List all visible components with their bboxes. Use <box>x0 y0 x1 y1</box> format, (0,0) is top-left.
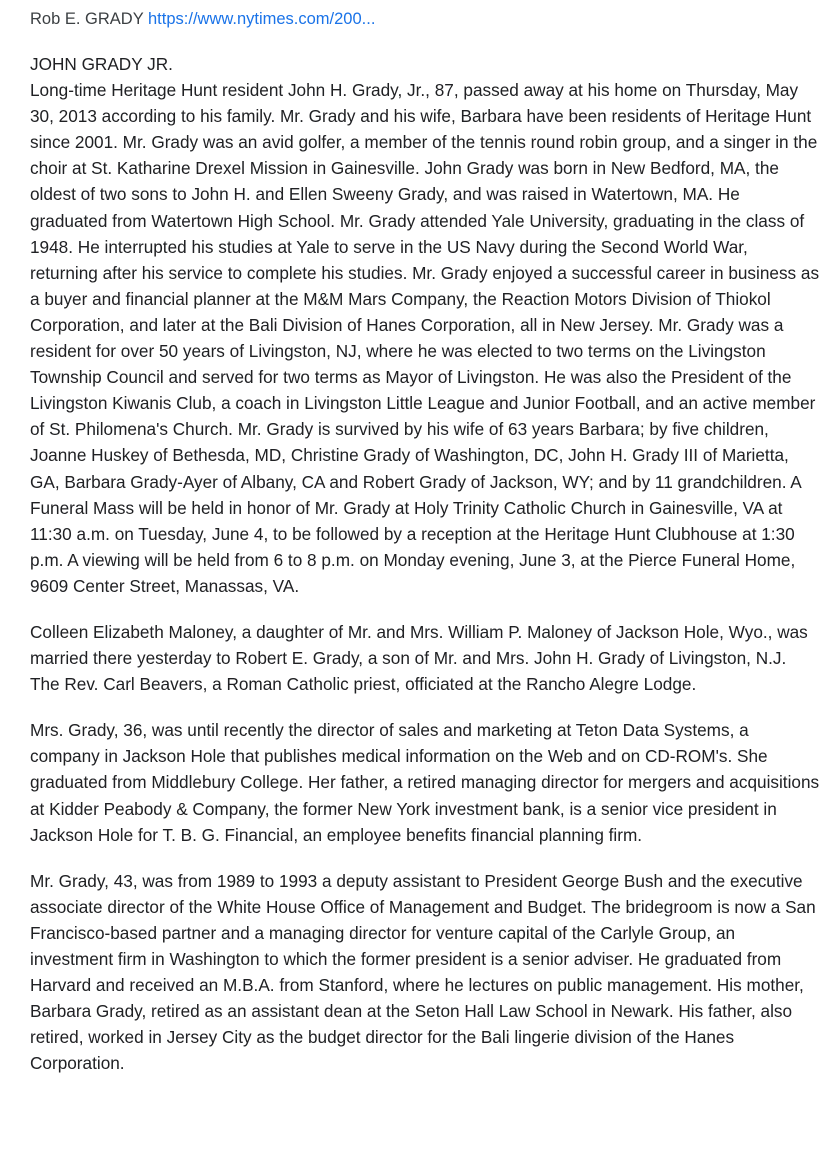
obituary-text: Long-time Heritage Hunt resident John H. Grady, Jr., 87, passed away at his home on Thursday, May 30, 2013 according to his family. Mr. Grady and his wife, Barbara have been residents of Heritage Hunt since 2001. Mr. Grady was an avid golfer, a member of the tennis round robin group, and a singer in the choir at St. Katharine Drexel Mission in Gainesville. John Grady was born in New Bedford, MA, the oldest of two sons to John H. and Ellen Sweeny Grady, and was raised in Watertown, MA. He graduated from Watertown High School. Mr. Grady attended Yale University, graduating in the class of 1948. He interrupted his studies at Yale to serve in the US Navy during the Second World War, returning after his service to complete his studies. Mr. Grady enjoyed a successful career in business as a buyer and financial planner at the M&M Mars Company, the Reaction Motors Division of Thiokol Corporation, and later at the Bali Division of Hanes Corporation, all in New Jersey. Mr. Grady was a resident for over 50 years of Livingston, NJ, where he was elected to two terms on the Livingston Township Council and served for two terms as Mayor of Livingston. He was also the President of the Livingston Kiwanis Club, a coach in Livingston Little League and Junior Football, and an active member of St. Philomena's Church. Mr. Grady is survived by his wife of 63 years Barbara; by five children, Joanne Huskey of Bethesda, MD, Christine Grady of Washington, DC, John H. Grady III of Marietta, GA, Barbara Grady-Ayer of Albany, CA and Robert Grady of Jackson, WY; and by 11 grandchildren. A Funeral Mass will be held in honor of Mr. Grady at Holy Trinity Catholic Church in Gainesville, VA at 11:30 a.m. on Tuesday, June 4, to be followed by a reception at the Heritage Hunt Clubhouse at 1:30 p.m. A viewing will be held from 6 to 8 p.m. on Monday evening, June 3, at the Pierce Funeral Home, 9609 Center Street, Manassas, VA. <box>30 80 820 596</box>
wedding-paragraph: Colleen Elizabeth Maloney, a daughter of Mr. and Mrs. William P. Maloney of Jackson Hole, Wyo., was married there yesterday to Robert E. Grady, a son of Mr. and Mrs. John H. Grady of Livingston, N.J. The Rev. Carl Beavers, a Roman Catholic priest, officiated at the Rancho Alegre Lodge. <box>30 621 808 695</box>
bride-paragraph: Mrs. Grady, 36, was until recently the director of sales and marketing at Teton Data Systems, a company in Jackson Hole that publishes medical information on the Web and on CD-ROM's. She graduated from Middlebury College. Her father, a retired managing director for mergers and acquisitions at Kidder Peabody & Company, the former New York investment bank, is a senior vice president in Jackson Hole for T. B. G. Financial, an employee benefits financial planning firm. <box>30 720 820 845</box>
obituary-title: JOHN GRADY JR. <box>30 54 173 74</box>
author-name: Rob E. GRADY <box>30 10 144 28</box>
post-header <box>30 7 820 31</box>
obituary-paragraph <box>30 51 820 599</box>
source-link[interactable]: https://www.nytimes.com/200... <box>148 10 376 28</box>
groom-paragraph: Mr. Grady, 43, was from 1989 to 1993 a deputy assistant to President George Bush and the executive associate director of the White House Office of Management and Budget. The bridegroom is now a San Francisco-based partner and a managing director for venture capital of the Carlyle Group, an investment firm in Washington to which the former president is a senior adviser. He graduated from Harvard and received an M.B.A. from Stanford, where he lectures on public management. His mother, Barbara Grady, retired as an assistant dean at the Seton Hall Law School in Newark. His father, also retired, worked in Jersey City as the budget director for the Bali lingerie division of the Hanes Corporation. <box>30 870 816 1074</box>
